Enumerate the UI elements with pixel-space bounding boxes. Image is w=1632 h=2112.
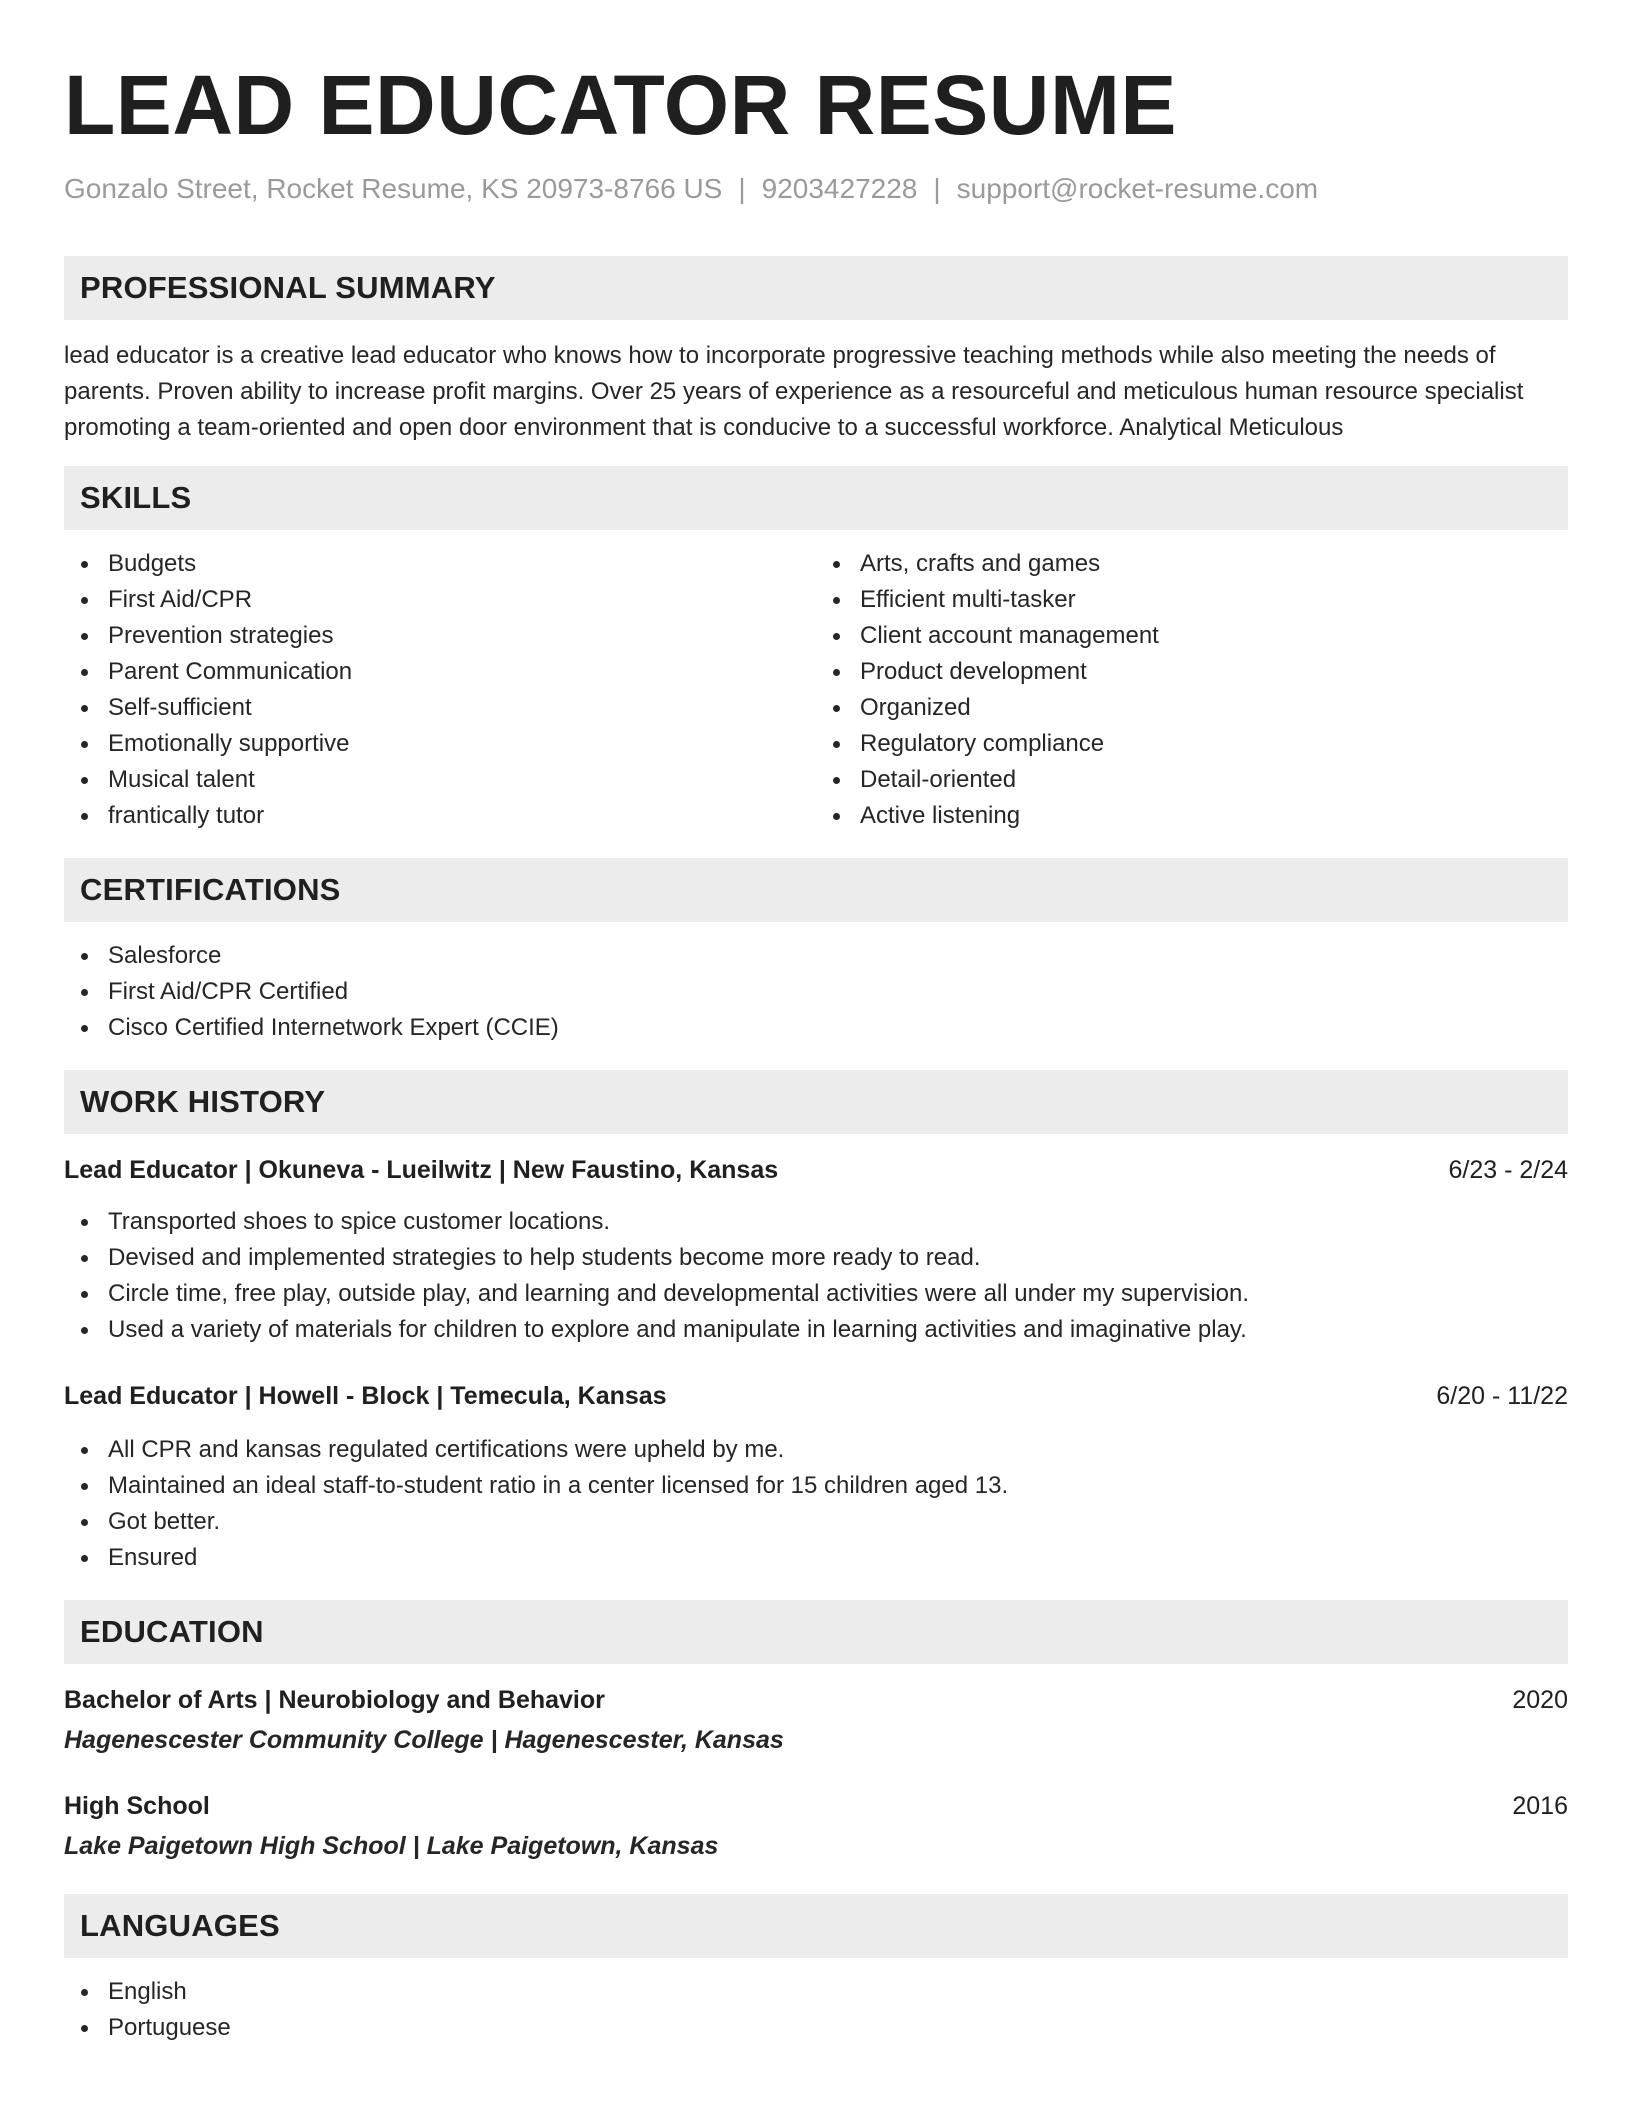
skill-item: Arts, crafts and games	[816, 546, 1568, 582]
education-header	[64, 1788, 1568, 1824]
education-entry	[64, 1788, 1568, 1864]
job-entry	[64, 1378, 1568, 1576]
contact-address: Gonzalo Street, Rocket Resume, KS 20973-8766 US	[64, 173, 723, 204]
education-degree: Bachelor of Arts | Neurobiology and Behavior	[64, 1686, 605, 1714]
job-header	[64, 1152, 1568, 1188]
job-bullets	[64, 1204, 1568, 1348]
education-school: Hagenescester Community College | Hagenescester, Kansas	[64, 1726, 784, 1754]
job-title: Lead Educator | Okuneva - Lueilwitz | New Faustino, Kansas	[64, 1156, 779, 1184]
contact-phone: 9203427228	[761, 173, 918, 204]
skill-item: Parent Communication	[64, 654, 816, 690]
job-bullet: Devised and implemented strategies to help students become more ready to read.	[64, 1240, 1568, 1276]
education-entry	[64, 1682, 1568, 1758]
section-header-certifications: CERTIFICATIONS	[64, 858, 1568, 922]
certification-item: First Aid/CPR Certified	[64, 974, 1568, 1010]
summary-text: lead educator is a creative lead educator who knows how to incorporate progressive teaching methods while also meeting the needs of parents. Proven ability to increase profit margins. Over 25 years of experience as a resourceful and meticulous human resource specialist promoting a team-oriented and open door environment that is conducive to a successful workforce. Analytical Meticulous	[64, 342, 1524, 441]
job-bullet: Used a variety of materials for children to explore and manipulate in learning activities and imaginative play.	[64, 1312, 1568, 1348]
certification-item: Salesforce	[64, 938, 1568, 974]
job-bullet: All CPR and kansas regulated certifications were upheld by me.	[64, 1432, 1568, 1468]
job-bullet: Maintained an ideal staff-to-student ratio in a center licensed for 15 children aged 13.	[64, 1468, 1568, 1504]
skill-item: Budgets	[64, 546, 816, 582]
skill-item: Product development	[816, 654, 1568, 690]
skill-item: Client account management	[816, 618, 1568, 654]
job-dates: 6/23 - 2/24	[1448, 1156, 1568, 1184]
skill-item: Regulatory compliance	[816, 726, 1568, 762]
job-entry	[64, 1152, 1568, 1348]
education-school: Lake Paigetown High School | Lake Paigetown, Kansas	[64, 1832, 719, 1860]
job-bullet: Transported shoes to spice customer locations.	[64, 1204, 1568, 1240]
skills-column-left	[64, 546, 816, 834]
contact-separator: |	[933, 173, 941, 204]
languages-list	[64, 1974, 1568, 2046]
skill-item: Organized	[816, 690, 1568, 726]
resume-title: LEAD EDUCATOR RESUME	[64, 58, 1177, 152]
skill-item: First Aid/CPR	[64, 582, 816, 618]
job-bullet: Got better.	[64, 1504, 1568, 1540]
skills-list	[64, 546, 1568, 834]
education-degree: High School	[64, 1792, 210, 1820]
job-bullet: Circle time, free play, outside play, and learning and developmental activities were all under my supervision.	[64, 1276, 1568, 1312]
certifications-list	[64, 938, 1568, 1046]
education-year: 2020	[1512, 1686, 1568, 1714]
skill-item: frantically tutor	[64, 798, 816, 834]
skill-item: Active listening	[816, 798, 1568, 834]
job-bullet: Ensured	[64, 1540, 1568, 1576]
contact-line	[64, 172, 1568, 206]
education-year: 2016	[1512, 1792, 1568, 1820]
job-header	[64, 1378, 1568, 1414]
skill-item: Emotionally supportive	[64, 726, 816, 762]
education-header	[64, 1682, 1568, 1718]
language-item: Portuguese	[64, 2010, 1568, 2046]
contact-separator: |	[738, 173, 746, 204]
job-dates: 6/20 - 11/22	[1436, 1382, 1568, 1410]
section-header-work-history: WORK HISTORY	[64, 1070, 1568, 1134]
skill-item: Efficient multi-tasker	[816, 582, 1568, 618]
language-item: English	[64, 1974, 1568, 2010]
contact-email: support@rocket-resume.com	[956, 173, 1319, 204]
section-header-skills: SKILLS	[64, 466, 1568, 530]
skill-item: Prevention strategies	[64, 618, 816, 654]
certification-item: Cisco Certified Internetwork Expert (CCIE)	[64, 1010, 1568, 1046]
skills-column-right	[816, 546, 1568, 834]
section-header-summary: PROFESSIONAL SUMMARY	[64, 256, 1568, 320]
job-title: Lead Educator | Howell - Block | Temecula, Kansas	[64, 1382, 667, 1410]
section-header-languages: LANGUAGES	[64, 1894, 1568, 1958]
skill-item: Detail-oriented	[816, 762, 1568, 798]
job-bullets	[64, 1432, 1568, 1576]
skill-item: Musical talent	[64, 762, 816, 798]
skill-item: Self-sufficient	[64, 690, 816, 726]
section-header-education: EDUCATION	[64, 1600, 1568, 1664]
